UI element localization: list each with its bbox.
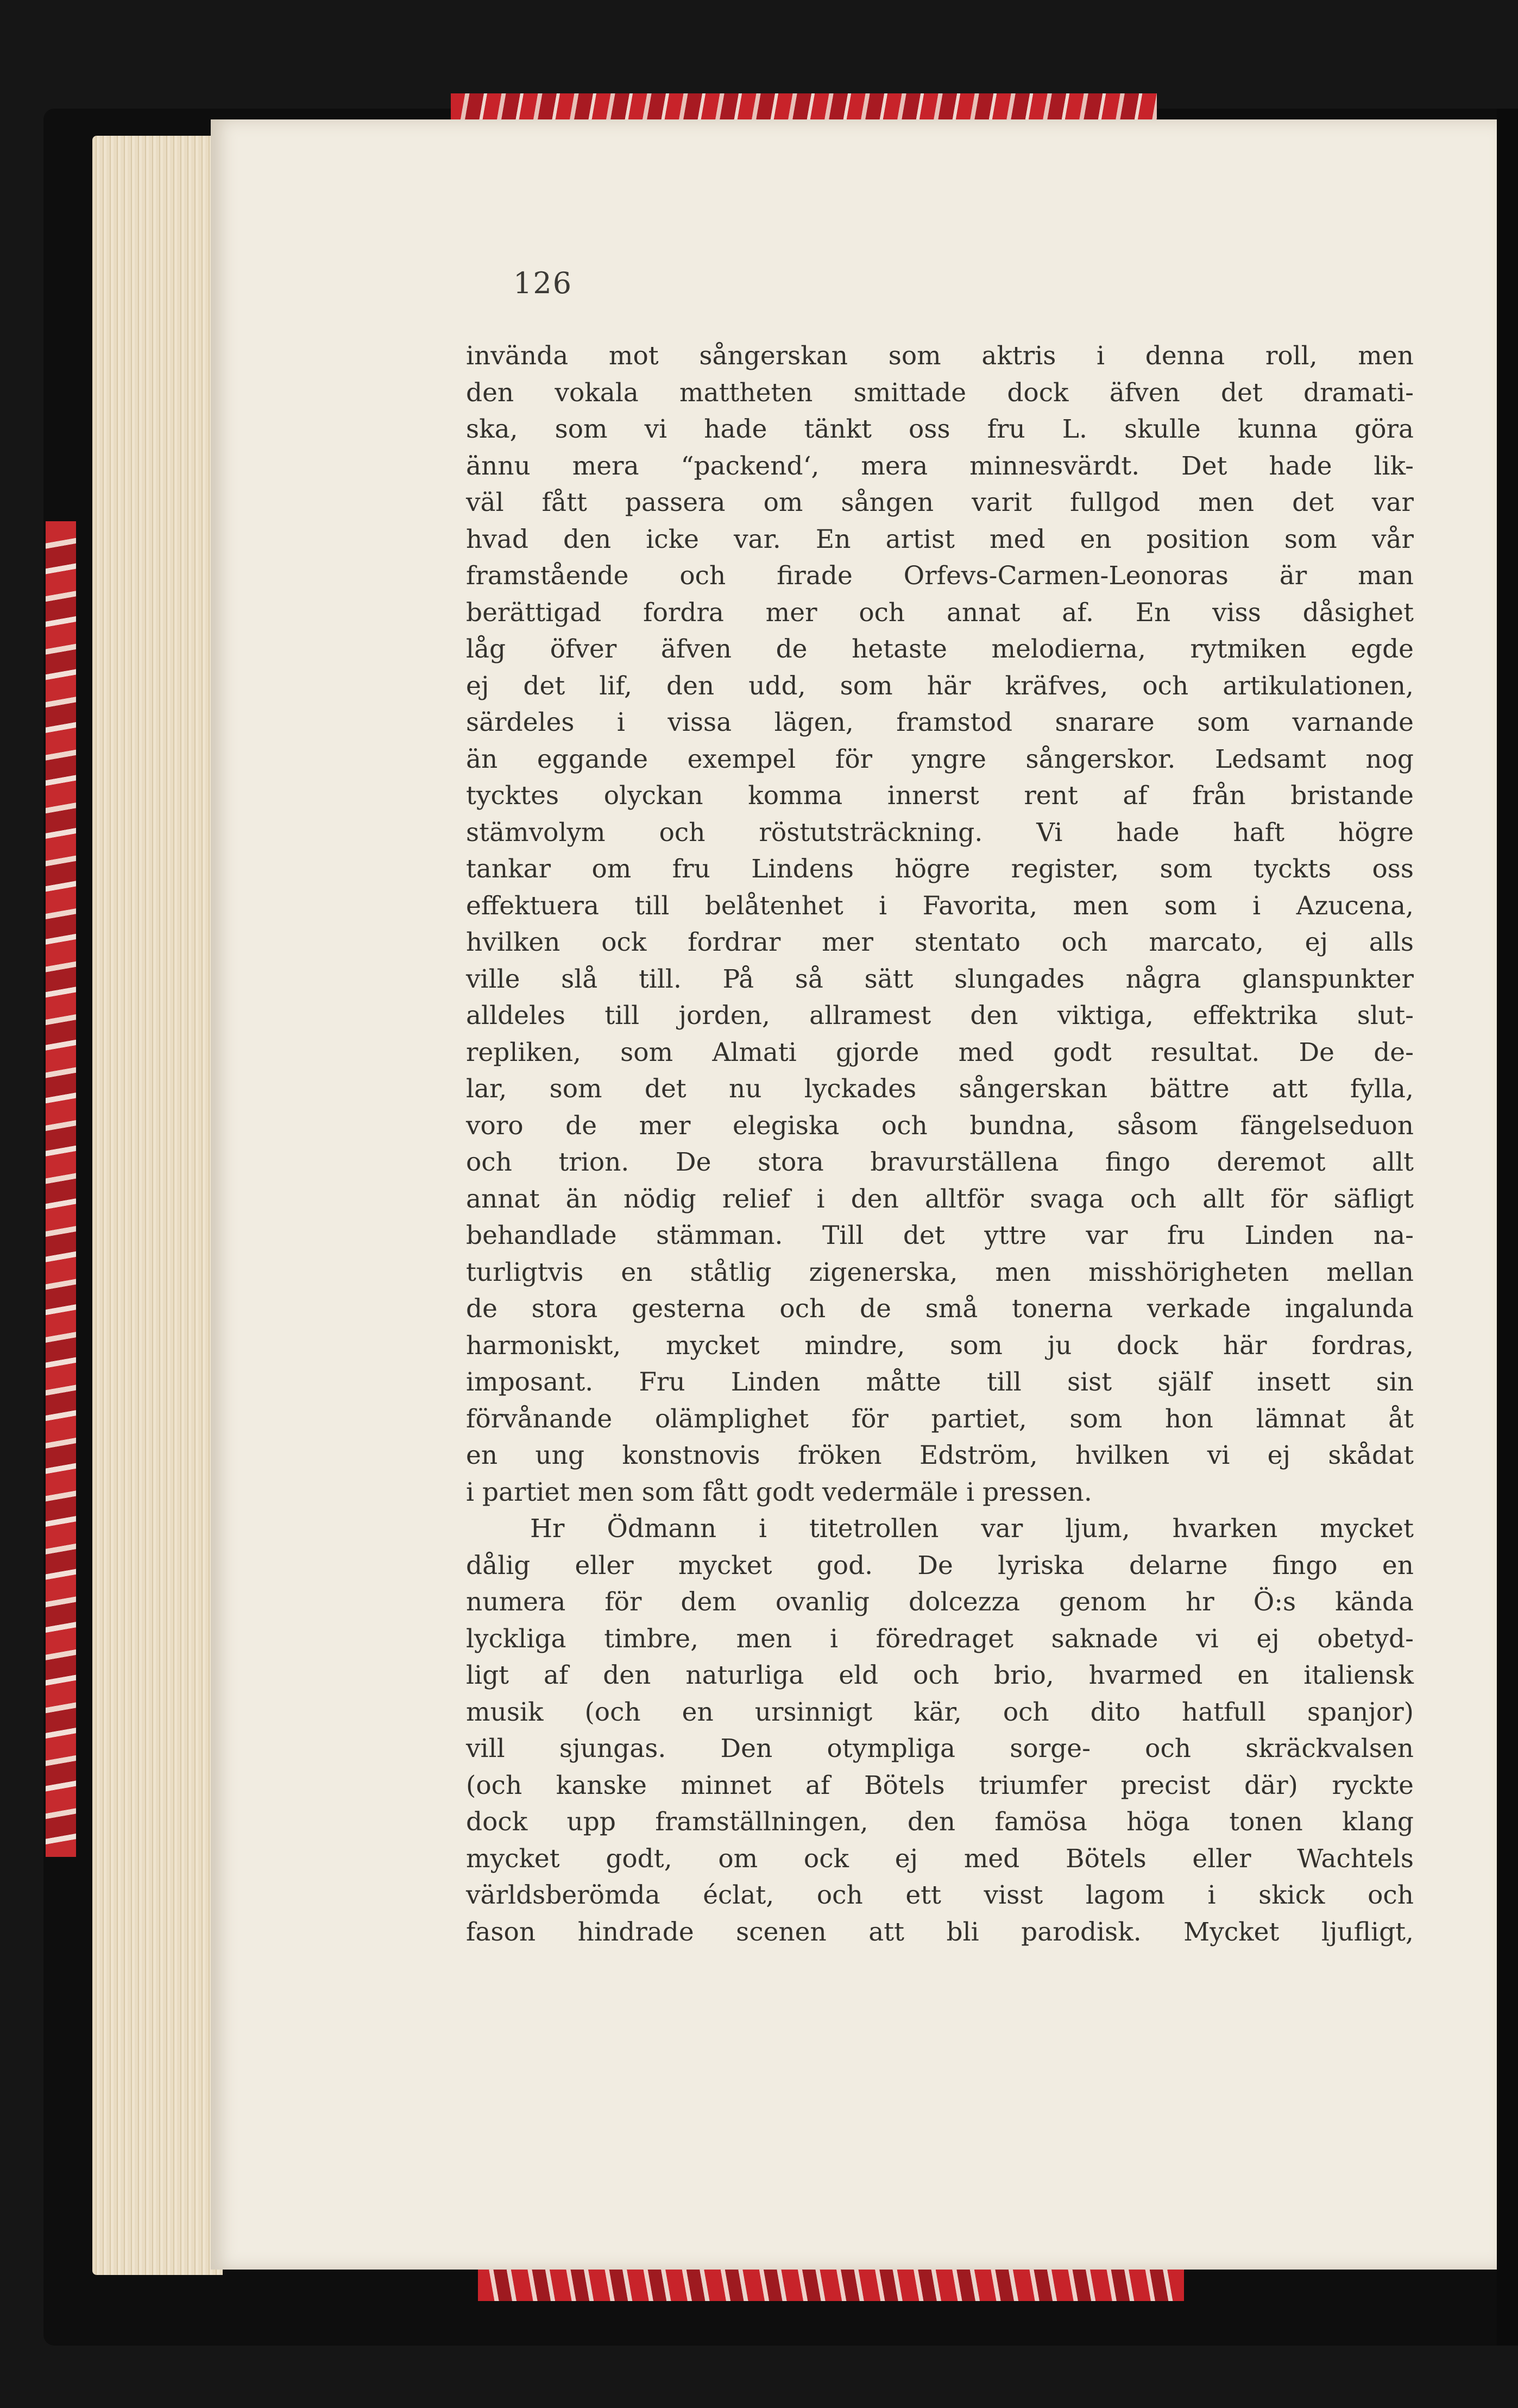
text-line: hvilken ock fordrar mer stentato och marcato, ej alls (466, 927, 1414, 957)
text-line: världsberömda éclat, och ett visst lagom i skick och (466, 1880, 1414, 1910)
text-line: de stora gesterna och de små tonerna verkade ingalunda (466, 1294, 1414, 1324)
text-line: lar, som det nu lyckades sångerskan bättre att fylla, (466, 1074, 1414, 1104)
text-line: den vokala mattheten smittade dock äfven det dramati- (466, 377, 1414, 408)
text-line: ligt af den naturliga eld och brio, hvarmed en italiensk (466, 1660, 1414, 1690)
text-line: tycktes olyckan komma innerst rent af från bristande (466, 781, 1414, 811)
text-line: mycket godt, om ock ej med Bötels eller Wachtels (466, 1843, 1414, 1874)
text-line: musik (och en ursinnigt kär, och dito hatfull spanjor) (466, 1697, 1414, 1727)
text-line: ej det lif, den udd, som här kräfves, och artikulationen, (466, 671, 1414, 701)
text-line: låg öfver äfven de hetaste melodierna, rytmiken egde (466, 634, 1414, 664)
text-line: Hr Ödmann i titetrollen var ljum, hvarken mycket (530, 1514, 1414, 1544)
text-line: berättigad fordra mer och annat af. En viss dåsighet (466, 597, 1414, 628)
text-line: alldeles till jorden, allramest den viktiga, effektrika slut- (466, 1001, 1414, 1031)
text-line: tankar om fru Lindens högre register, som tyckts oss (466, 854, 1414, 884)
text-line: turligtvis en ståtlig zigenerska, men misshörigheten mellan (466, 1257, 1414, 1287)
text-line: en ung konstnovis fröken Edström, hvilken vi ej skådat (466, 1440, 1414, 1470)
text-line: invända mot sångerskan som aktris i denna roll, men (466, 341, 1414, 371)
text-line: behandlade stämman. Till det yttre var fru Linden na- (466, 1221, 1414, 1250)
text-line: ville slå till. På så sätt slungades några glanspunkter (466, 964, 1414, 994)
text-line: effektuera till belåtenhet i Favorita, men som i Azucena, (466, 890, 1414, 921)
text-line: dock upp framställningen, den famösa höga tonen klang (466, 1807, 1414, 1837)
text-line: ska, som vi hade tänkt oss fru L. skulle kunna göra (466, 414, 1414, 444)
text-line: lyckliga timbre, men i föredraget saknade vi ej obetyd- (466, 1623, 1414, 1654)
marbled-edge-left (46, 521, 76, 1857)
page-stack-edge (92, 136, 223, 2275)
text-line: stämvolym och röstutsträckning. Vi hade haft högre (466, 817, 1414, 848)
page-number: 126 (513, 266, 573, 300)
text-line: voro de mer elegiska och bundna, såsom fängelseduon (466, 1110, 1414, 1141)
text-line: förvånande olämplighet för partiet, som hon lämnat åt (466, 1404, 1414, 1434)
text-line: särdeles i vissa lägen, framstod snarare som varnande (466, 707, 1414, 737)
text-line: vill sjungas. Den otympliga sorge- och skräckvalsen (466, 1734, 1414, 1764)
text-line: hvad den icke var. En artist med en position som vår (466, 524, 1414, 554)
text-line: väl fått passera om sången varit fullgod men det var (466, 488, 1414, 517)
text-line: dålig eller mycket god. De lyriska delarne fingo en (466, 1550, 1414, 1581)
text-line: fason hindrade scenen att bli parodisk. Mycket ljufligt, (466, 1917, 1414, 1947)
text-line: (och kanske minnet af Bötels triumfer precist där) ryckte (466, 1770, 1414, 1800)
text-line: harmoniskt, mycket mindre, som ju dock här fordras, (466, 1330, 1414, 1361)
text-line: framstående och firade Orfevs-Carmen-Leonoras är man (466, 561, 1414, 591)
text-line: imposant. Fru Linden måtte till sist själf insett sin (466, 1367, 1414, 1397)
text-line: än eggande exempel för yngre sångerskor. Ledsamt nog (466, 744, 1414, 774)
marbled-edge-bottom (478, 2268, 1184, 2301)
text-line: och trion. De stora bravurställena fingo deremot allt (466, 1147, 1414, 1177)
text-line: repliken, som Almati gjorde med godt resultat. De de- (466, 1037, 1414, 1067)
marbled-edge-top (451, 93, 1157, 119)
body-text (466, 338, 1414, 1950)
text-line: annat än nödig relief i den alltför svaga och allt för säfligt (466, 1184, 1414, 1214)
cover-right-edge (1497, 109, 1518, 2346)
text-line: numera för dem ovanlig dolcezza genom hr Ö:s kända (466, 1587, 1414, 1617)
text-line: ännu mera “packend‘, mera minnesvärdt. Det hade lik- (466, 451, 1414, 481)
text-line: i partiet men som fått godt vedermäle i pressen. (466, 1477, 1092, 1507)
